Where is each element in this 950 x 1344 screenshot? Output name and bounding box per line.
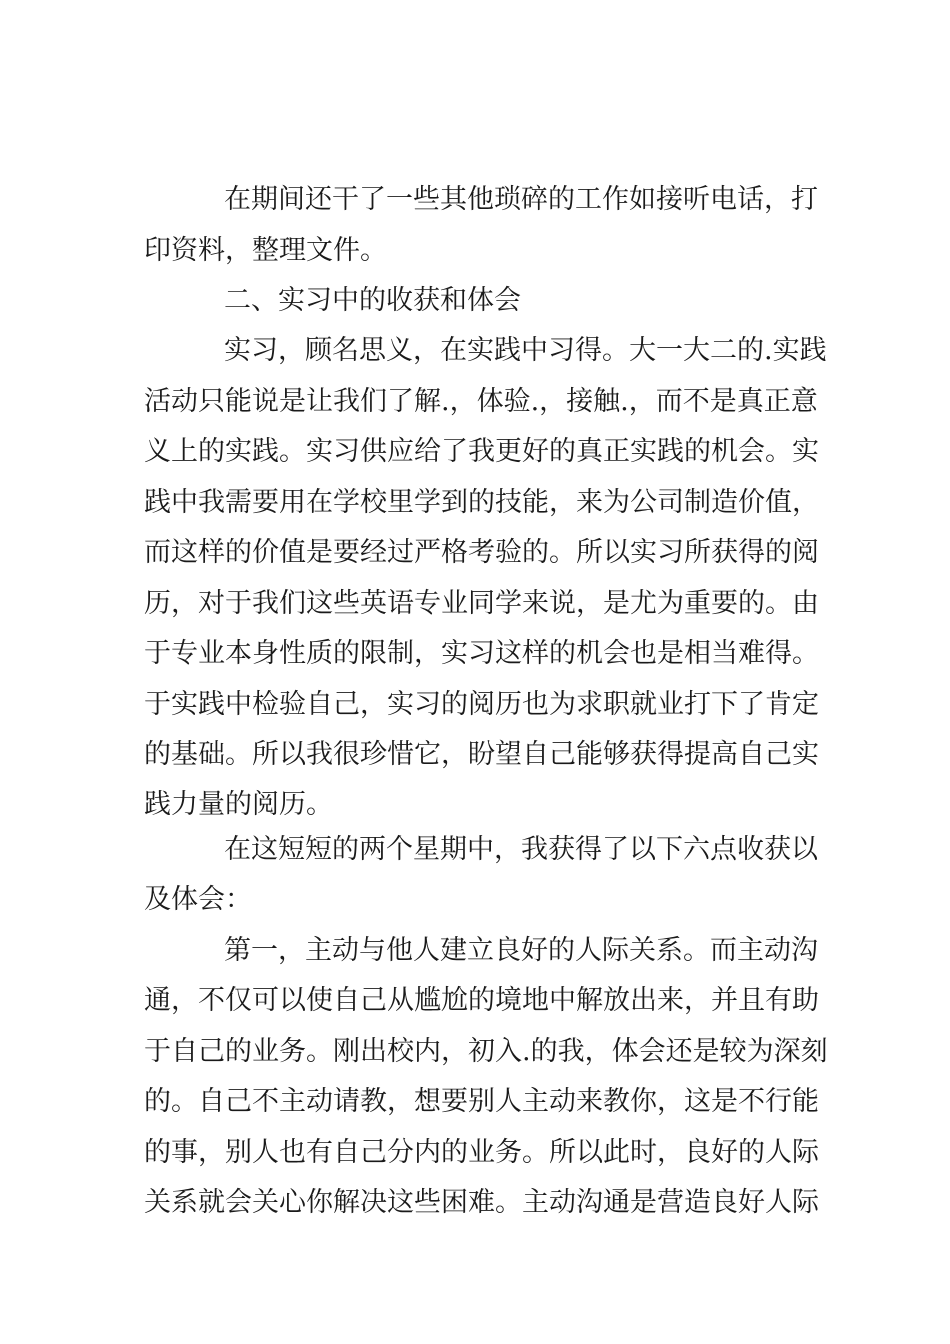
- text-line: 的事，别人也有自己分内的业务。所以此时，良好的人际: [144, 1137, 819, 1168]
- text-line: 及体会：: [144, 884, 252, 915]
- text-line: 践中我需要用在学校里学到的技能，来为公司制造价值，: [144, 487, 819, 518]
- text-line: 印资料，整理文件。: [144, 235, 387, 266]
- text-line: 通，不仅可以使自己从尴尬的境地中解放出来，并且有助: [144, 985, 819, 1016]
- text-line: 历，对于我们这些英语专业同学来说，是尤为重要的。由: [144, 588, 819, 619]
- text-line: 活动只能说是让我们了解.，体验.，接触.，而不是真正意: [144, 386, 818, 417]
- text-line: 于自己的业务。刚出校内，初入.的我，体会还是较为深刻: [144, 1036, 828, 1067]
- text-line: 践力量的阅历。: [144, 789, 333, 820]
- text-line: 关系就会关心你解决这些困难。主动沟通是营造良好人际: [144, 1187, 819, 1218]
- text-line: 第一，主动与他人建立良好的人际关系。而主动沟: [224, 935, 818, 966]
- text-line: 的。自己不主动请教，想要别人主动来教你，这是不行能: [144, 1086, 819, 1117]
- text-line: 在这短短的两个星期中，我获得了以下六点收获以: [224, 834, 818, 865]
- text-line: 于专业本身性质的限制，实习这样的机会也是相当难得。: [144, 638, 819, 669]
- section-heading: 二、实习中的收获和体会: [224, 285, 521, 316]
- text-line: 义上的实践。实习供应给了我更好的真正实践的机会。实: [144, 436, 819, 467]
- text-line: 的基础。所以我很珍惜它，盼望自己能够获得提高自己实: [144, 739, 819, 770]
- text-line: 而这样的价值是要经过严格考验的。所以实习所获得的阅: [144, 537, 819, 568]
- text-line: 于实践中检验自己，实习的阅历也为求职就业打下了肯定: [144, 689, 819, 720]
- text-line: 在期间还干了一些其他琐碎的工作如接听电话，打: [224, 184, 818, 215]
- text-line: 实习，顾名思义，在实践中习得。大一大二的.实践: [224, 335, 827, 366]
